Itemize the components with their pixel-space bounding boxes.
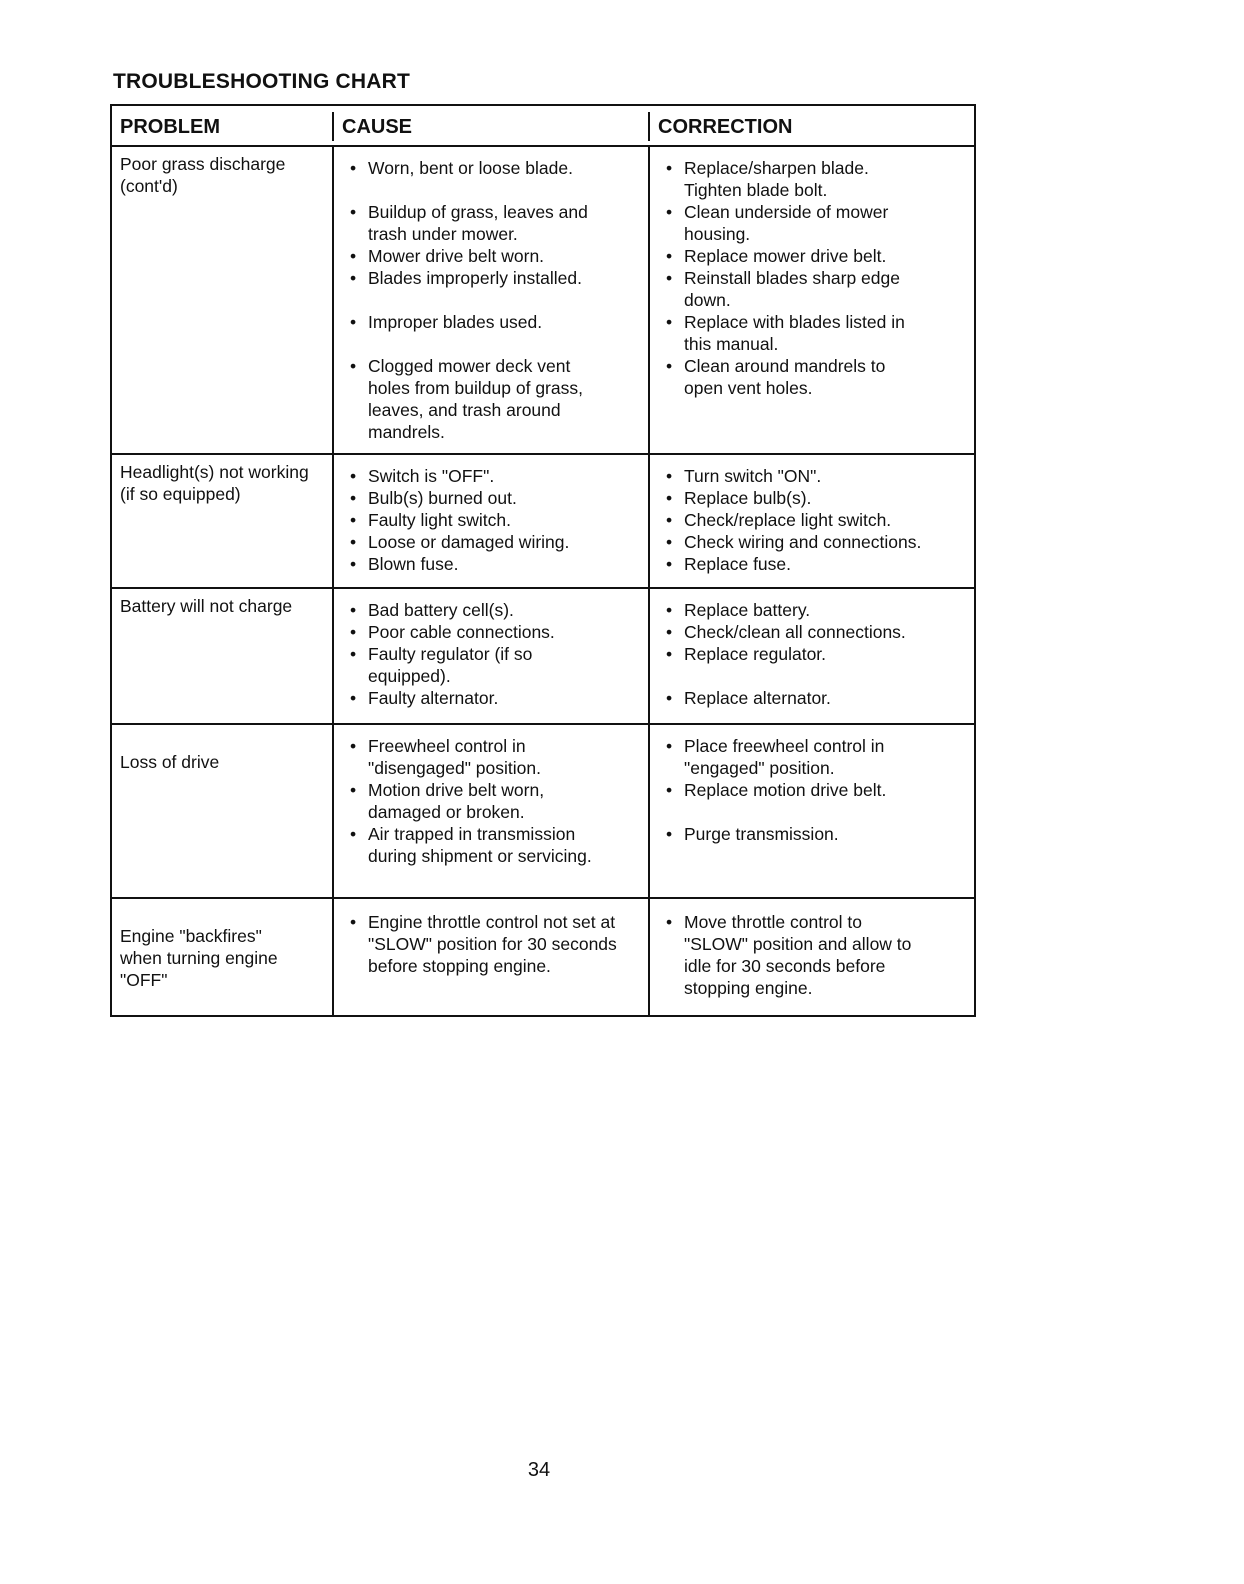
correction-item: • Check/replace light switch. [658, 509, 966, 531]
cause-item: • Improper blades used. [342, 311, 640, 333]
correction-item: • Check/clean all connections. [658, 621, 966, 643]
correction-item: • Check wiring and connections. [658, 531, 966, 553]
cause-item: • Loose or damaged wiring. [342, 531, 640, 553]
cause-cell [334, 589, 650, 723]
correction-item: • Clean underside of mower housing. [658, 201, 966, 245]
correction-item: • Move throttle control to "SLOW" position and allow to idle for 30 seconds before stopping engine. [658, 911, 966, 999]
problem-cell: Battery will not charge [112, 589, 334, 723]
cause-item: • Blades improperly installed. [342, 267, 640, 289]
correction-item: • Turn switch "ON". [658, 465, 966, 487]
correction-cell [650, 899, 974, 1015]
cause-item: • Buildup of grass, leaves and trash under mower. [342, 201, 640, 245]
header-correction: CORRECTION [658, 116, 793, 138]
cause-item: • Blown fuse. [342, 553, 640, 575]
table-row [112, 723, 974, 897]
problem-cell: Headlight(s) not working (if so equipped) [112, 455, 334, 587]
correction-item: • Replace mower drive belt. [658, 245, 966, 267]
correction-cell [650, 455, 974, 587]
problem-cell: Loss of drive [112, 725, 334, 897]
correction-item: • Replace with blades listed in this manual. [658, 311, 966, 355]
cause-item: • Switch is "OFF". [342, 465, 640, 487]
page-number: 34 [527, 1459, 551, 1481]
cause-item: • Worn, bent or loose blade. [342, 157, 640, 179]
chart-title: TROUBLESHOOTING CHART [113, 70, 411, 93]
problem-cell: Engine "backfires" when turning engine "OFF" [112, 899, 334, 1015]
correction-item: • Replace fuse. [658, 553, 966, 575]
correction-item: • Replace bulb(s). [658, 487, 966, 509]
cause-item: • Faulty alternator. [342, 687, 640, 709]
correction-item: • Place freewheel control in "engaged" position. [658, 735, 966, 779]
cause-item: • Engine throttle control not set at "SLOW" position for 30 seconds before stopping engine. [342, 911, 640, 977]
cause-cell [334, 147, 650, 453]
table-row [112, 897, 974, 1015]
cause-cell [334, 899, 650, 1015]
cause-item: • Faulty light switch. [342, 509, 640, 531]
table-header [112, 106, 974, 145]
cause-cell [334, 455, 650, 587]
cause-item: • Poor cable connections. [342, 621, 640, 643]
correction-cell [650, 589, 974, 723]
header-cause: CAUSE [334, 112, 650, 141]
correction-item: • Purge transmission. [658, 823, 966, 845]
troubleshooting-table [110, 104, 976, 1017]
correction-item: • Replace motion drive belt. [658, 779, 966, 801]
correction-item: • Reinstall blades sharp edge down. [658, 267, 966, 311]
cause-item: • Mower drive belt worn. [342, 245, 640, 267]
cause-item: • Freewheel control in "disengaged" position. [342, 735, 640, 779]
correction-item: • Clean around mandrels to open vent holes. [658, 355, 966, 399]
cause-item: • Motion drive belt worn, damaged or broken. [342, 779, 640, 823]
table-row [112, 453, 974, 587]
correction-item: • Replace regulator. [658, 643, 966, 665]
header-problem: PROBLEM [112, 112, 334, 141]
table-row [112, 145, 974, 453]
correction-item: • Replace battery. [658, 599, 966, 621]
cause-item: • Faulty regulator (if so equipped). [342, 643, 640, 687]
cause-item: • Bad battery cell(s). [342, 599, 640, 621]
correction-cell [650, 147, 974, 453]
table-row [112, 587, 974, 723]
cause-cell [334, 725, 650, 897]
cause-item: • Bulb(s) burned out. [342, 487, 640, 509]
correction-cell [650, 725, 974, 897]
cause-item: • Air trapped in transmission during shipment or servicing. [342, 823, 640, 867]
correction-item: • Replace alternator. [658, 687, 966, 709]
problem-cell: Poor grass discharge (cont'd) [112, 147, 334, 453]
correction-item: • Replace/sharpen blade. Tighten blade bolt. [658, 157, 966, 201]
cause-item: • Clogged mower deck vent holes from buildup of grass, leaves, and trash around mandrels. [342, 355, 640, 443]
